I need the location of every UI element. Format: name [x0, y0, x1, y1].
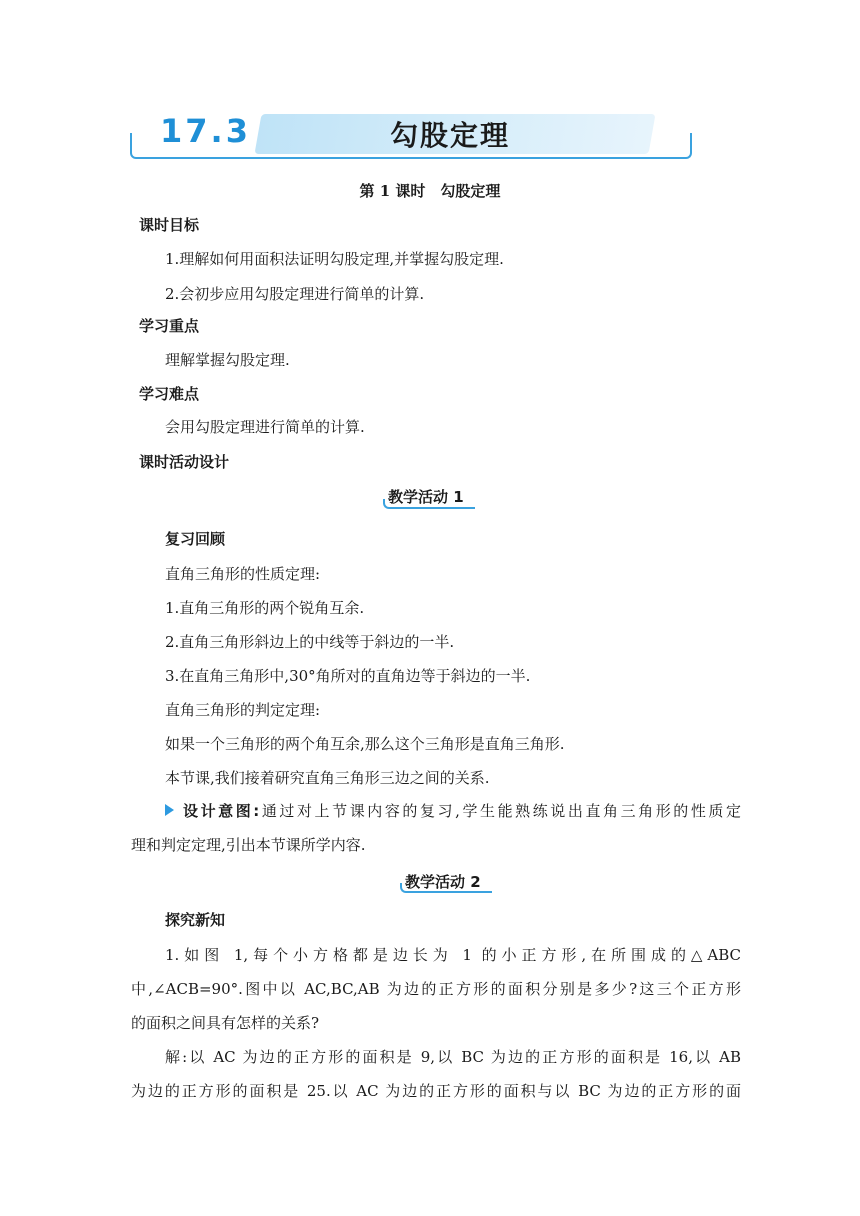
review-heading: 复习回顾 — [165, 530, 226, 548]
objectives-heading: 课时目标 — [139, 216, 200, 234]
design-intent-line — [183, 800, 741, 821]
key-points-text: 理解掌握勾股定理. — [165, 351, 290, 369]
question-line: 的面积之间具有怎样的关系? — [131, 1014, 320, 1032]
play-triangle-icon — [165, 804, 174, 816]
review-line: 本节课,我们接着研究直角三角形三边之间的关系. — [165, 769, 490, 787]
objective-item: 2.会初步应用勾股定理进行简单的计算. — [165, 285, 425, 303]
answer-line: 为边的正方形的面积是 25.以 AC 为边的正方形的面积与以 BC 为边的正方形的面 — [131, 1082, 741, 1100]
design-intent-label: 设计意图: — [183, 802, 260, 820]
section-number: 17.3 — [160, 112, 251, 150]
review-line: 1.直角三角形的两个锐角互余. — [165, 599, 365, 617]
key-points-heading: 学习重点 — [139, 317, 200, 335]
objective-item: 1.理解如何用面积法证明勾股定理,并掌握勾股定理. — [165, 250, 504, 268]
design-heading: 课时活动设计 — [139, 453, 230, 471]
activity-1-label: 教学活动 1 — [388, 488, 464, 506]
difficulties-heading: 学习难点 — [139, 385, 200, 403]
lesson-title: 第 1 课时 勾股定理 — [359, 182, 501, 200]
question-line: 中,∠ACB=90°.图中以 AC,BC,AB 为边的正方形的面积分别是多少?这三个正方形 — [131, 980, 741, 998]
activity-1-underline — [383, 499, 475, 509]
activity-2-underline — [400, 883, 492, 893]
design-intent-text: 通过对上节课内容的复习,学生能熟练说出直角三角形的性质定 — [259, 802, 741, 820]
review-line: 直角三角形的性质定理: — [165, 565, 321, 583]
activity-2-label: 教学活动 2 — [405, 873, 481, 891]
review-line: 直角三角形的判定定理: — [165, 701, 321, 719]
review-line: 3.在直角三角形中,30°角所对的直角边等于斜边的一半. — [165, 667, 531, 685]
chapter-title: 勾股定理 — [390, 119, 511, 152]
difficulties-text: 会用勾股定理进行简单的计算. — [165, 418, 365, 436]
design-intent-continued: 理和判定定理,引出本节课所学内容. — [131, 836, 366, 854]
review-line: 2.直角三角形斜边上的中线等于斜边的一半. — [165, 633, 455, 651]
explore-heading: 探究新知 — [165, 911, 226, 929]
review-line: 如果一个三角形的两个角互余,那么这个三角形是直角三角形. — [165, 735, 565, 753]
answer-line: 解:以 AC 为边的正方形的面积是 9,以 BC 为边的正方形的面积是 16,以 AB — [165, 1048, 741, 1066]
question-line: 1.如图 1,每个小方格都是边长为 1 的小正方形,在所围成的△ABC — [165, 946, 741, 964]
